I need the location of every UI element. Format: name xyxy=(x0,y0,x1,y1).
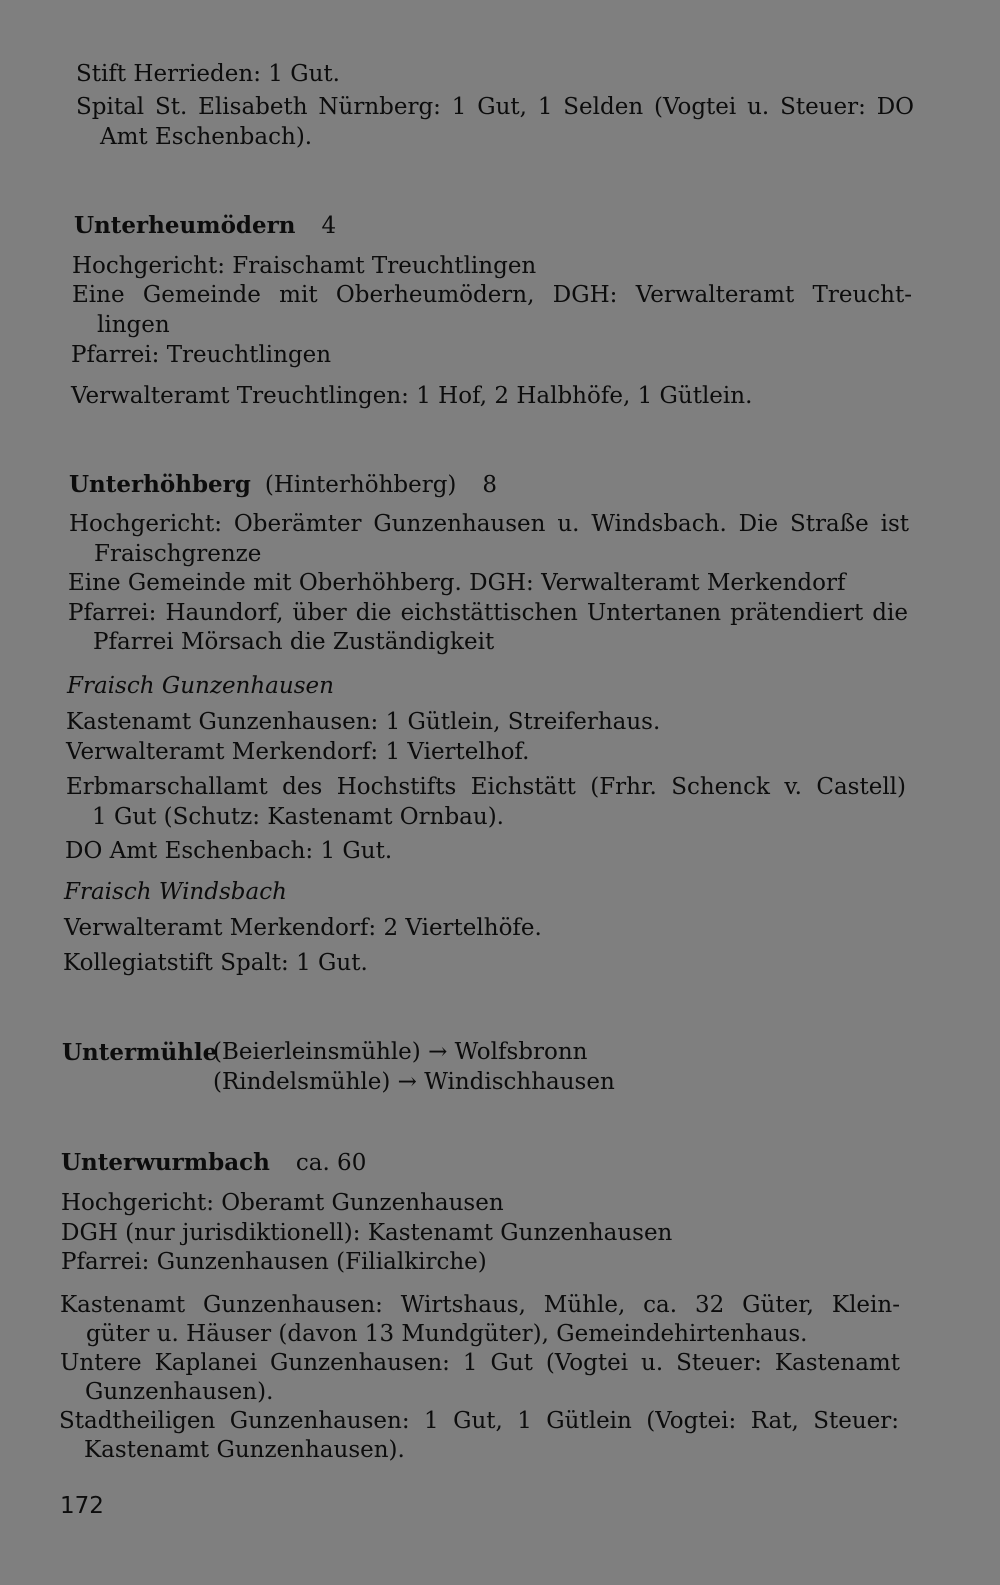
text-line: (Beierleinsmühle) → Wolfsbronn xyxy=(213,1039,588,1065)
text-line: Pfarrei: Treuchtlingen xyxy=(71,342,332,368)
entry-heading-unterwurmbach xyxy=(61,1148,366,1178)
text-line: Stift Herrieden: 1 Gut. xyxy=(76,61,340,87)
text-line: DO Amt Eschenbach: 1 Gut. xyxy=(65,838,393,864)
text-line: Pfarrei: Haundorf, über die eichstättischen Untertanen prätendiert die xyxy=(68,600,908,626)
text-line: (Rindelsmühle) → Windischhausen xyxy=(213,1069,615,1095)
text-line: Erbmarschallamt des Hochstifts Eichstätt (Frhr. Schenck v. Castell) xyxy=(66,774,906,800)
entry-title: Unterheumödern xyxy=(74,212,296,239)
text-line: Kastenamt Gunzenhausen: Wirtshaus, Mühle, ca. 32 Güter, Klein- xyxy=(60,1292,900,1318)
text-line: Hochgericht: Oberamt Gunzenhausen xyxy=(61,1190,504,1216)
page-number: 172 xyxy=(60,1493,104,1519)
subsection-heading: Fraisch Windsbach xyxy=(64,879,287,905)
text-line: Verwalteramt Treuchtlingen: 1 Hof, 2 Halbhöfe, 1 Gütlein. xyxy=(71,383,753,409)
text-line: DGH (nur jurisdiktionell): Kastenamt Gunzenhausen xyxy=(61,1220,673,1246)
text-line: Kastenamt Gunzenhausen: 1 Gütlein, Streiferhaus. xyxy=(66,709,661,735)
text-line: Kollegiatstift Spalt: 1 Gut. xyxy=(63,950,368,976)
entry-alias: (Hinterhöhberg) xyxy=(264,472,457,498)
population-count: 8 xyxy=(482,472,498,498)
text-line: Amt Eschenbach). xyxy=(100,124,313,150)
text-line: Stadtheiligen Gunzenhausen: 1 Gut, 1 Gütlein (Vogtei: Rat, Steuer: xyxy=(59,1408,899,1434)
text-line: Verwalteramt Merkendorf: 2 Viertelhöfe. xyxy=(64,915,542,941)
subsection-heading: Fraisch Gunzenhausen xyxy=(67,673,334,699)
text-line: Kastenamt Gunzenhausen). xyxy=(84,1437,405,1463)
text-line: Untere Kaplanei Gunzenhausen: 1 Gut (Vogtei u. Steuer: Kastenamt xyxy=(60,1350,900,1376)
entry-title: Unterwurmbach xyxy=(61,1149,270,1176)
text-line: 1 Gut (Schutz: Kastenamt Ornbau). xyxy=(92,804,504,830)
text-line: Hochgericht: Fraischamt Treuchtlingen xyxy=(72,253,537,279)
text-line: Pfarrei Mörsach die Zuständigkeit xyxy=(93,629,495,655)
entry-heading-unterheumoedern xyxy=(74,211,336,241)
text-line: Eine Gemeinde mit Oberheumödern, DGH: Verwalteramt Treucht- xyxy=(72,282,912,308)
text-line: Gunzenhausen). xyxy=(85,1379,274,1405)
entry-title: Untermühle xyxy=(62,1039,218,1066)
population-count: ca. 60 xyxy=(295,1150,367,1176)
entry-title: Unterhöhberg xyxy=(69,471,251,498)
text-line: Eine Gemeinde mit Oberhöhberg. DGH: Verwalteramt Merkendorf xyxy=(68,570,846,596)
text-line: Verwalteramt Merkendorf: 1 Viertelhof. xyxy=(66,739,530,765)
text-line: Spital St. Elisabeth Nürnberg: 1 Gut, 1 Selden (Vogtei u. Steuer: DO xyxy=(76,94,914,120)
text-line: lingen xyxy=(97,312,170,338)
population-count: 4 xyxy=(321,213,337,239)
text-line: Hochgericht: Oberämter Gunzenhausen u. Windsbach. Die Straße ist xyxy=(69,511,909,537)
text-line: güter u. Häuser (davon 13 Mundgüter), Gemeindehirtenhaus. xyxy=(86,1321,808,1347)
text-line: Fraischgrenze xyxy=(94,541,262,567)
entry-heading-unterhoehberg xyxy=(69,470,497,500)
text-line: Pfarrei: Gunzenhausen (Filialkirche) xyxy=(61,1249,487,1275)
